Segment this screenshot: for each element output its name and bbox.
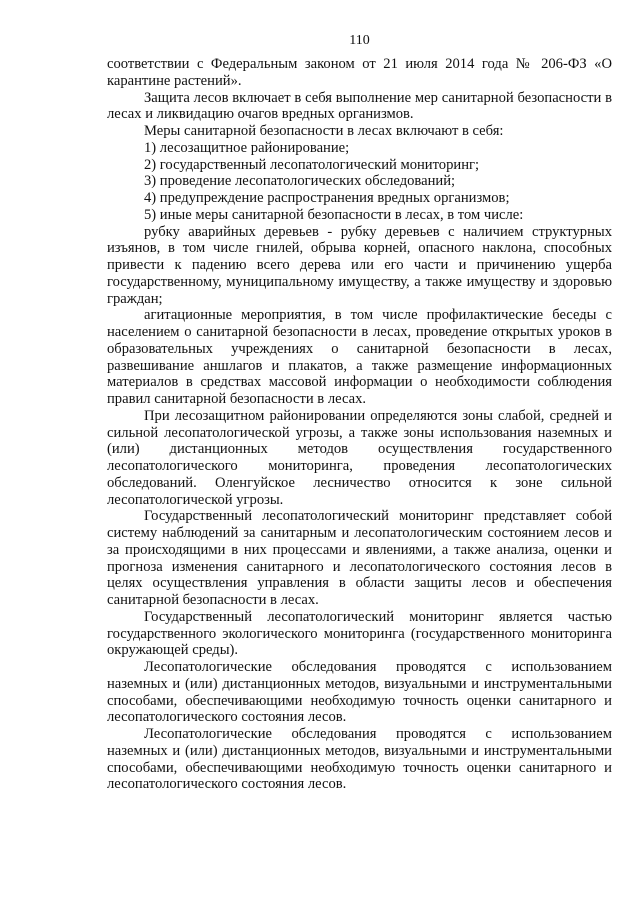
list-item-4: 4) предупреждение распространения вредных организмов;: [144, 190, 510, 206]
list-item-3: 3) проведение лесопатологических обследований;: [144, 173, 456, 190]
paragraph-monitoring-part: Государственный лесопатологический мониторинг является частью государственного экологического мониторинга (государственного мониторинга окружающей среды).: [107, 608, 612, 659]
body-text: [107, 56, 612, 793]
paragraph-3: Меры санитарной безопасности в лесах включают в себя:: [144, 123, 504, 139]
list-item-5: 5) иные меры санитарной безопасности в лесах, в том числе:: [144, 206, 524, 223]
paragraph-1: соответствии с Федеральным законом от 21 июля 2014 года № 206-ФЗ «О карантине растений».: [107, 56, 612, 89]
paragraph-2: Защита лесов включает в себя выполнение мер санитарной безопасности в лесах и ликвидацию очагов вредных организмов.: [107, 89, 612, 123]
list-item-2: 2) государственный лесопатологический мониторинг;: [144, 156, 480, 173]
page-number: 110: [349, 33, 370, 48]
paragraph-surveys-1: Лесопатологические обследования проводятся с использованием наземных и (или) дистанционных методов, визуальными и инструментальными способами, обеспечивающими необходимую точность оценки санитарного и лесопатологического состояния лесов.: [107, 659, 612, 726]
list-item-1: 1) лесозащитное районирование;: [144, 139, 350, 156]
paragraph-monitoring-definition: Государственный лесопатологический мониторинг представляет собой систему наблюдений за санитарным и лесопатологическим состоянием лесов и за происходящими в них процессами и явлениями, а также анализа, оценки и прогноза изменения санитарного и лесопатологического состояния лесов в целях осуществления управления в области защиты лесов и обеспечения санитарной безопасности в лесах.: [107, 508, 612, 608]
paragraph-surveys-2: Лесопатологические обследования проводятся с использованием наземных и (или) дистанционных методов, визуальными и инструментальными способами, обеспечивающими необходимую точность оценки санитарного и лесопатологического состояния лесов.: [107, 726, 612, 793]
paragraph-agitation: агитационные мероприятия, в том числе профилактические беседы с населением о санитарной безопасности в лесах, проведение открытых уроков в образовательных учреждениях о санитарной безопасности в лесах, развешивание аншлагов и плакатов, а также размещение информационных материалов в средствах массовой информации о необходимости соблюдения правил санитарной безопасности в лесах.: [107, 307, 612, 407]
paragraph-felling: рубку аварийных деревьев - рубку деревьев с наличием структурных изъянов, в том числе гнилей, обрыва корней, опасного наклона, способных привести к падению всего дерева или его части и причинению ущерба государственному, муниципальному имуществу, а также имуществу и здоровью граждан;: [107, 223, 612, 307]
paragraph-zoning: При лесозащитном районировании определяются зоны слабой, средней и сильной лесопатологической угрозы, а также зоны использования наземных и (или) дистанционных методов осуществления государственного лесопатологического мониторинга, проведения лесопатологических обследований. Оленгуйское лесничество относится к зоне сильной лесопатологической угрозы.: [107, 407, 612, 508]
